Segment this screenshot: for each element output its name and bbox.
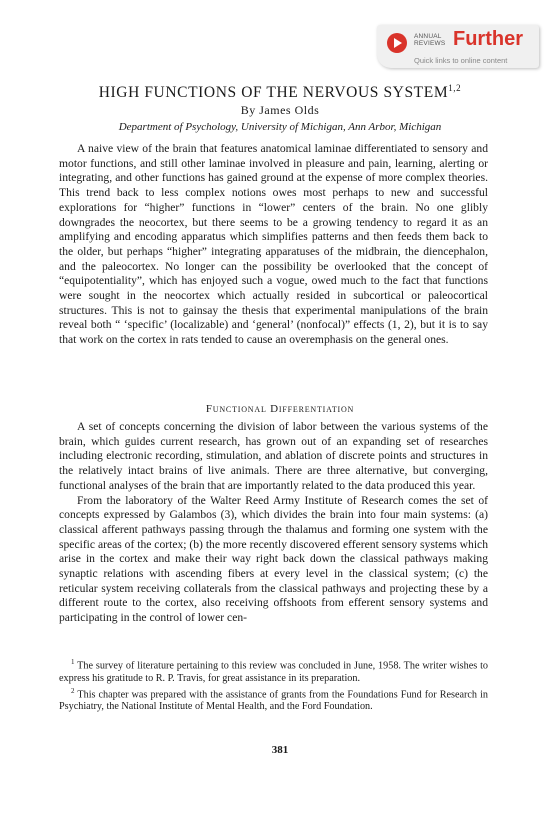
footnote bbox=[59, 656, 488, 685]
functional-differentiation-section bbox=[59, 420, 488, 626]
quick-links-label: Quick links to online content bbox=[414, 56, 508, 65]
footnotes bbox=[59, 656, 488, 714]
page-number: 381 bbox=[271, 744, 289, 756]
annual-reviews-logo: ANNUAL REVIEWS bbox=[414, 33, 446, 47]
footnote-text: The survey of literature pertaining to this review was concluded in June, 1958. The writer wishes to express his gratitude to R. P. Travis, for great assistance in its preparation. bbox=[59, 660, 488, 684]
footnote bbox=[59, 685, 488, 714]
section-heading: Functional Differentiation bbox=[205, 403, 355, 415]
article-title: HIGH FUNCTIONS OF THE NERVOUS SYSTEM$^{1,2}$ bbox=[98, 83, 462, 102]
title-footnote-marks: 1,2 bbox=[448, 83, 462, 93]
intro-section bbox=[59, 142, 488, 348]
footnote-mark: 1 bbox=[71, 658, 75, 666]
intro-paragraph: A naive view of the brain that features anatomical laminae differentiated to sensory and motor functions, and still other laminae involved in pleasure and pain, learning, alerting or integrating, and other functions has gained ground at the expense of more complex theories. This trend back to less complex notions owes most perhaps to new and successful explorations for “higher” functions in “lower” centers of the brain. No one glibly downgrades the neocortex, but there seems to be a growing tendency to regard it as an amplifying and encoding apparatus which simplifies patterns and then feeds them back to the older, but perhaps “higher” integrating apparatuses of the midbrain, the diencephalon, and the paleocortex. No longer can the possibility be overlooked that the concept of “equipotentiality”, which has enjoyed such a vogue, owed much to the fact that functions were sought in the neocortex which actually resided in subcortical or paleocortical structures. This is not to gainsay the thesis that experimental manipulations of the brain reveal both “ ‘specific’ (localizable) and ‘general’ (nonfocal)” effects (1, 2), but it is to say that work on the cortex in rats tended to cause an overemphasis on the general ones. bbox=[59, 142, 488, 347]
paragraph: From the laboratory of the Walter Reed Army Institute of Research comes the set of concepts expressed by Galambos (3), which divides the brain into four main systems: (a) classical afferent pathways passing through the thalamus and forming one system with the specific areas of the cortex; (b) the more recently discovered efferent sensory systems which arise in the cortex and make their way right back down the classical pathways making synaptic relations with ascending fibers at every level in the classical system; (c) the reticular system receiving collaterals from the classical pathways and projecting these by a different route to the cortex, also receiving offshoots from efferent sensory systems and participating in the control of lower cen- bbox=[59, 493, 488, 625]
author-affiliation: Department of Psychology, University of Michigan, Ann Arbor, Michigan bbox=[118, 121, 442, 133]
play-icon bbox=[387, 33, 407, 53]
paragraph: A set of concepts concerning the division of labor between the various systems of the brain, which guides current research, has grown out of an expanding set of researches including electronic recording, stimulation, and ablation of discrete points and structures in the relatively intact brains of live animals. There are three alternative, but converging, functional analyses of the brain that are importantly related to the data produced this year. bbox=[59, 420, 488, 492]
further-label: Further bbox=[453, 28, 523, 50]
footnote-text: This chapter was prepared with the assistance of grants from the Foundations Fund for Research in Psychiatry, the National Institute of Mental Health, and the Ford Foundation. bbox=[59, 689, 488, 713]
further-badge[interactable] bbox=[377, 25, 539, 68]
author-byline: By James Olds bbox=[240, 103, 320, 117]
footnote-mark: 2 bbox=[71, 686, 75, 695]
